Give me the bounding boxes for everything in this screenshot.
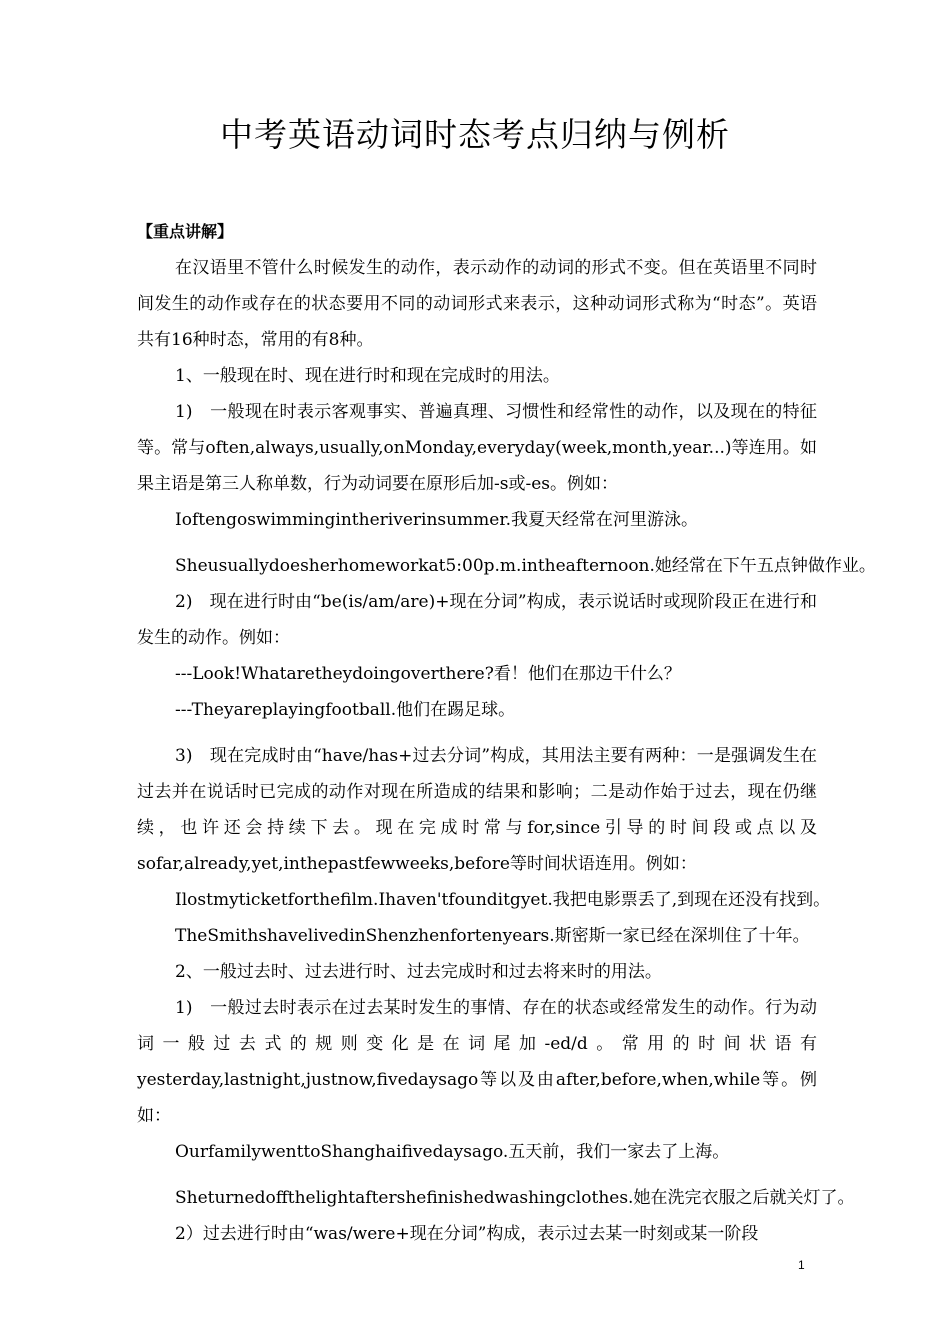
example-sentence: Ioftengoswimmingintheriverinsummer.我夏天经常在河里游泳。 bbox=[175, 510, 699, 530]
section-1-heading: 1、一般现在时、现在进行时和现在完成时的用法。 bbox=[175, 366, 560, 386]
present-perfect-paragraph: 3) 现在完成时由“have/has+过去分词”构成，其用法主要有两种：一是强调发生在过去并在说话时已完成的动作对现在所造成的结果和影响；二是动作始于过去，现在仍继续，也许还会持续下去。现在完成时常与for,since引导的时间段或点以及sofar,already,yet,inthepastfewweeks,before等时间状语连用。例如： bbox=[137, 746, 817, 874]
simple-present-paragraph: 1) 一般现在时表示客观事实、普遍真理、习惯性和经常性的动作，以及现在的特征等。常与often,always,usually,onMonday,everyday(week,month,year...)等连用。如果主语是第三人称单数，行为动词要在原形后加-s或-es。例如： bbox=[137, 402, 817, 494]
example-sentence: TheSmithshavelivedinShenzhenfortenyears.斯密斯一家已经在深圳住了十年。 bbox=[175, 926, 810, 946]
simple-past-paragraph: 1) 一般过去时表示在过去某时发生的事情、存在的状态或经常发生的动作。行为动词一般过去式的规则变化是在词尾加-ed/d。常用的时间状语有yesterday,lastnight,justnow,fivedaysago等以及由after,before,when,while等。例如： bbox=[137, 998, 817, 1126]
present-continuous-paragraph: 2) 现在进行时由“be(is/am/are)+现在分词”构成，表示说话时或现阶段正在进行和发生的动作。例如： bbox=[137, 592, 817, 648]
page-number: 1 bbox=[798, 1258, 805, 1272]
example-sentence: Sheturnedoffthelightaftershefinishedwashingclothes.她在洗完衣服之后就关灯了。 bbox=[175, 1188, 855, 1208]
example-sentence: ---Look!Whataretheydoingoverthere?看！他们在那边干什么？ bbox=[175, 664, 681, 684]
section-heading: 【重点讲解】 bbox=[137, 222, 234, 241]
example-sentence: Sheusuallydoesherhomeworkat5:00p.m.intheafternoon.她经常在下午五点钟做作业。 bbox=[175, 556, 876, 576]
example-sentence: OurfamilywenttoShanghaifivedaysago.五天前，我们一家去了上海。 bbox=[175, 1142, 730, 1162]
example-sentence: Ilostmyticketforthefilm.Ihaven'tfounditgyet.我把电影票丢了,到现在还没有找到。 bbox=[175, 890, 831, 910]
past-continuous-paragraph: 2）过去进行时由“was/were+现在分词”构成，表示过去某一时刻或某一阶段 bbox=[175, 1224, 759, 1244]
section-2-heading: 2、一般过去时、过去进行时、过去完成时和过去将来时的用法。 bbox=[175, 962, 662, 982]
intro-paragraph: 在汉语里不管什么时候发生的动作，表示动作的动词的形式不变。但在英语里不同时间发生的动作或存在的状态要用不同的动词形式来表示，这种动词形式称为“时态”。英语共有16种时态，常用的有8种。 bbox=[137, 258, 817, 350]
document-body bbox=[137, 214, 876, 1252]
document-title: 中考英语动词时态考点归纳与例析 bbox=[220, 115, 730, 154]
example-sentence: ---Theyareplayingfootball.他们在踢足球。 bbox=[175, 700, 516, 720]
